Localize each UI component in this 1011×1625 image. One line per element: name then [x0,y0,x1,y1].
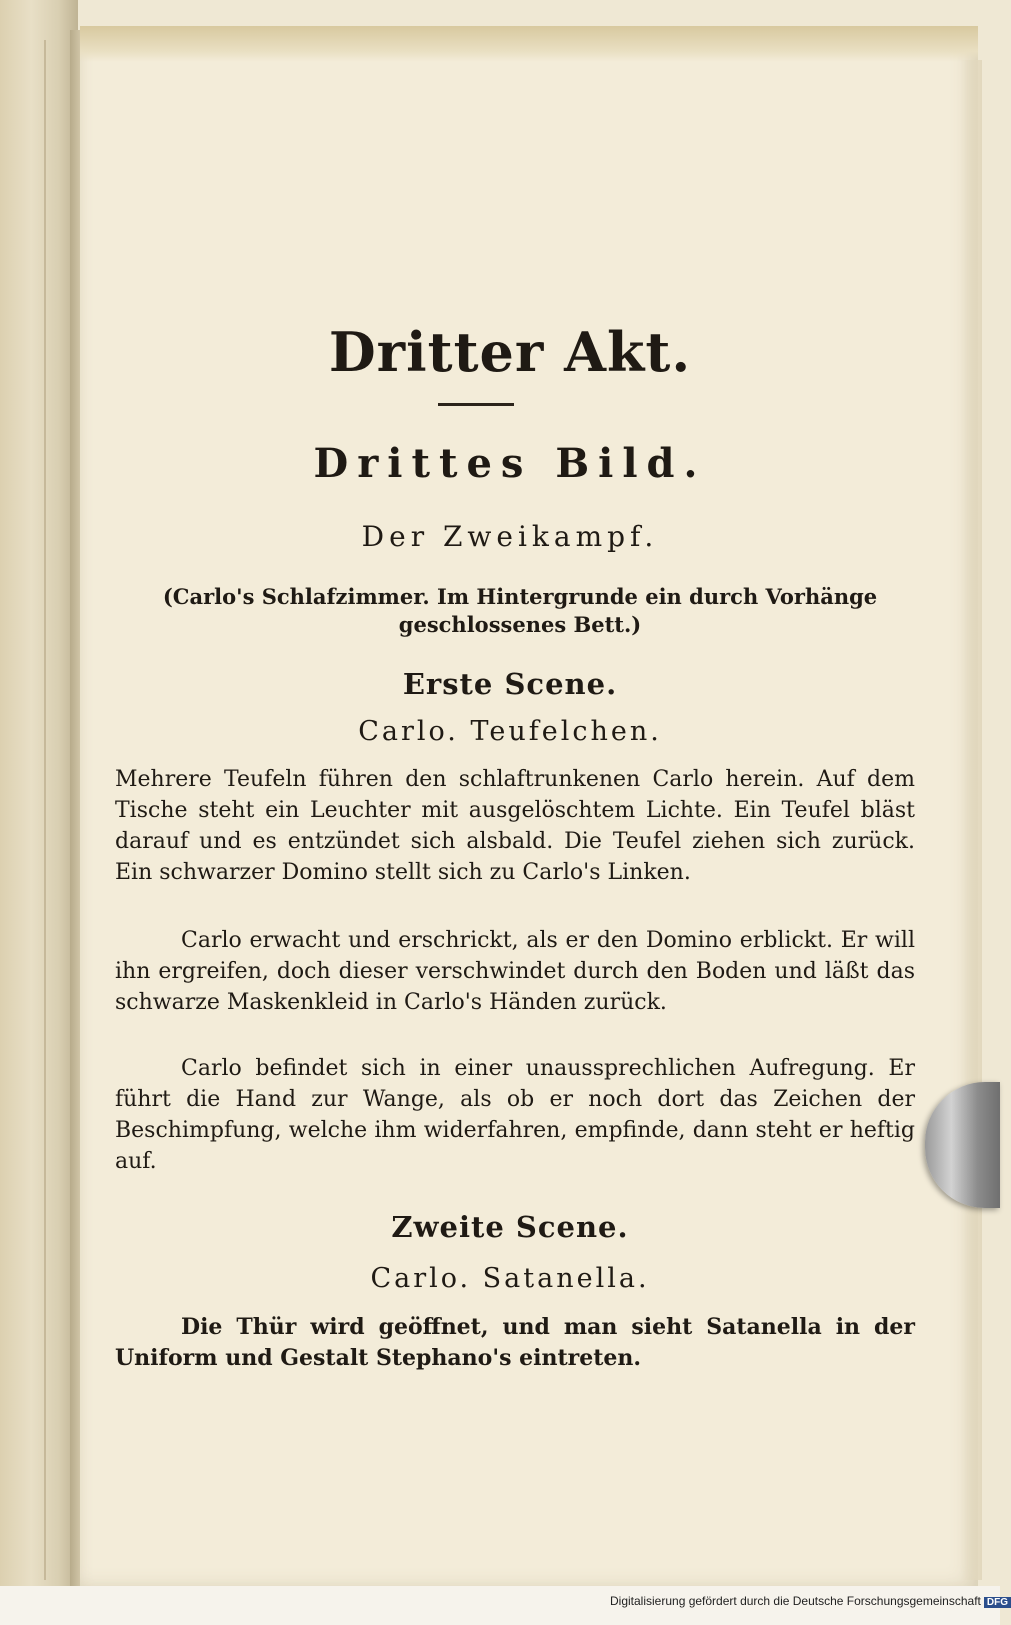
facing-page-edge [0,0,78,1625]
act-title: Dritter Akt. [328,320,692,384]
scene-1-paragraph-3: Carlo befindet sich in einer unaussprechlichen Aufregung. Er führt die Hand zur Wange, als ob er noch dort das Zeichen der Beschimpfung, welche ihm widerfahren, empfinde, dann steht er heftig auf. [115,1056,915,1174]
scene-2-title: Zweite Scene. [391,1210,629,1244]
scene-1-paragraph-1: Mehrere Teufeln führen den schlaftrunkenen Carlo herein. Auf dem Tische steht ein Leuchter mit ausgelöschtem Lichte. Ein Teufel bläst darauf und es entzündet sich alsbald. Die Teufel ziehen sich zurück. Ein schwarzer Domino stellt sich zu Carlo's Linken. [115,767,915,885]
dfg-logo: DFG [984,1597,1011,1608]
digitization-credit [610,1594,1008,1608]
page-top-edge [80,26,978,62]
scene-1-title: Erste Scene. [402,667,618,701]
bild-subtitle: Der Zweikampf. [361,520,659,553]
digitization-credit-text: Digitalisierung gefördert durch die Deutsche Forschungsgemeinschaft [610,1594,981,1608]
stage-direction: (Carlo's Schlafzimmer. Im Hintergrunde ein durch Vorhänge geschlossenes Bett.) [162,584,878,637]
scene-2-paragraph-1: Die Thür wird geöffnet, und man sieht Satanella in der Uniform und Gestalt Stephano's eintreten. [115,1314,915,1371]
title-divider [438,403,514,406]
scene-1-characters: Carlo. Teufelchen. [358,716,662,747]
facing-page-fold [44,40,46,1580]
scene-1-paragraph-2: Carlo erwacht und erschrickt, als er den Domino erblickt. Er will ihn ergreifen, doch dieser verschwindet durch den Boden und läßt das schwarze Maskenkleid in Carlo's Händen zurück. [115,928,915,1015]
bild-title: Drittes Bild. [313,440,707,487]
scene-2-characters: Carlo. Satanella. [370,1263,650,1294]
page-right-edge [960,60,982,1580]
